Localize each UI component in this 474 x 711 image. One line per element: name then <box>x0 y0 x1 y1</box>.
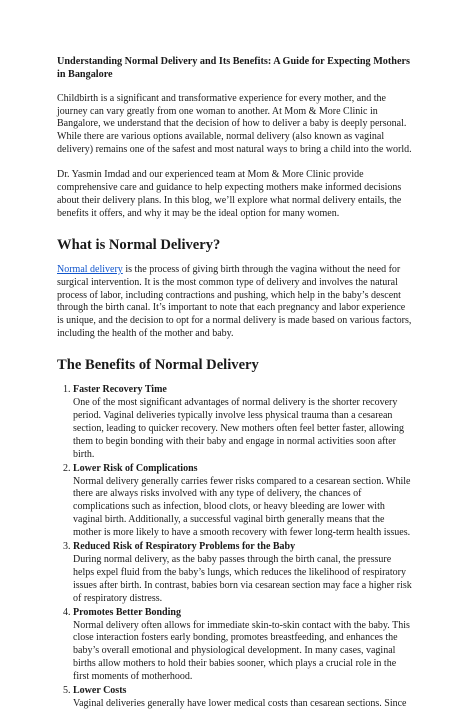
section-heading-what-is: What is Normal Delivery? <box>57 236 221 253</box>
document-title: Understanding Normal Delivery and Its Benefits: A Guide for Expecting Mothers in Bangalore <box>57 56 410 80</box>
list-item <box>73 685 412 711</box>
intro-paragraph-2: Dr. Yasmin Imdad and our experienced team at Mom & More Clinic provide comprehensive care and guidance to help expecting mothers make informed decisions about their delivery plans. In this blog, we’ll explore what normal delivery entails, the benefits it offers, and why it may be the ideal option for many women. <box>57 169 402 219</box>
list-item-body: Normal delivery generally carries fewer risks compared to a cesarean section. While there are always risks involved with any type of delivery, the chances of complications such as infection, blood clots, or heavy bleeding are lower with vaginal birth. Additionally, a successful vaginal birth generally means that the mother is more likely to have a smooth recovery with fewer long-term health issues. <box>73 475 411 539</box>
list-item <box>73 607 412 684</box>
section-paragraph-text: is the process of giving birth through the vagina without the need for surgical intervention. It is the most common type of delivery and involves the natural process of labor, including contractions and pushing, which help in the baby’s descent through the birth canal. It’s important to note that each pregnancy and labor experience is unique, and the decision to opt for a normal delivery is made based on various factors, including the health of the mother and baby. <box>57 263 412 340</box>
benefits-list <box>57 384 412 711</box>
list-item-title: 2. Lower Risk of Complications <box>73 462 198 474</box>
normal-delivery-link[interactable]: Normal delivery <box>57 263 123 275</box>
section-paragraph-what-is <box>57 264 412 341</box>
list-item-body: During normal delivery, as the baby passes through the birth canal, the pressure helps expel fluid from the baby’s lungs, which reduces the likelihood of respiratory issues after birth. In contrast, babies born via cesarean section may face a higher risk of respiratory distress. <box>73 553 412 604</box>
list-item-title: 5. Lower Costs <box>73 685 127 697</box>
list-item-body: Vaginal deliveries generally have lower medical costs than cesarean sections. Since <box>73 697 407 709</box>
list-item <box>73 541 412 606</box>
list-item-body: Normal delivery often allows for immediate skin-to-skin contact with the baby. This close interaction fosters early bonding, promotes breastfeeding, and enhances the baby’s overall emotional and physiological development. In many cases, vaginal births allow mothers to hold their babies sooner, which plays a crucial role in the first moments of motherhood. <box>73 619 410 683</box>
list-item-title: 1. Faster Recovery Time <box>73 384 167 396</box>
section-heading-benefits: The Benefits of Normal Delivery <box>57 357 259 374</box>
list-item-title: 4. Promotes Better Bonding <box>73 606 181 618</box>
list-item-title: 3. Reduced Risk of Respiratory Problems for the Baby <box>73 541 296 553</box>
list-item <box>73 384 412 461</box>
intro-paragraph-1: Childbirth is a significant and transformative experience for every mother, and the journey can vary greatly from one woman to another. At Mom & More Clinic in Bangalore, we understand that the decision of how to deliver a baby is deeply personal. While there are various options available, normal delivery (also known as vaginal delivery) remains one of the safest and most natural ways to bring a child into the world. <box>57 92 412 156</box>
list-item-body: One of the most significant advantages of normal delivery is the shorter recovery period. Vaginal deliveries typically involve less physical trauma than a cesarean section, leading to quicker recovery. New mothers often feel better faster, allowing them to begin bonding with their baby and engage in normal activities soon after birth. <box>73 397 405 460</box>
list-item <box>73 463 412 540</box>
